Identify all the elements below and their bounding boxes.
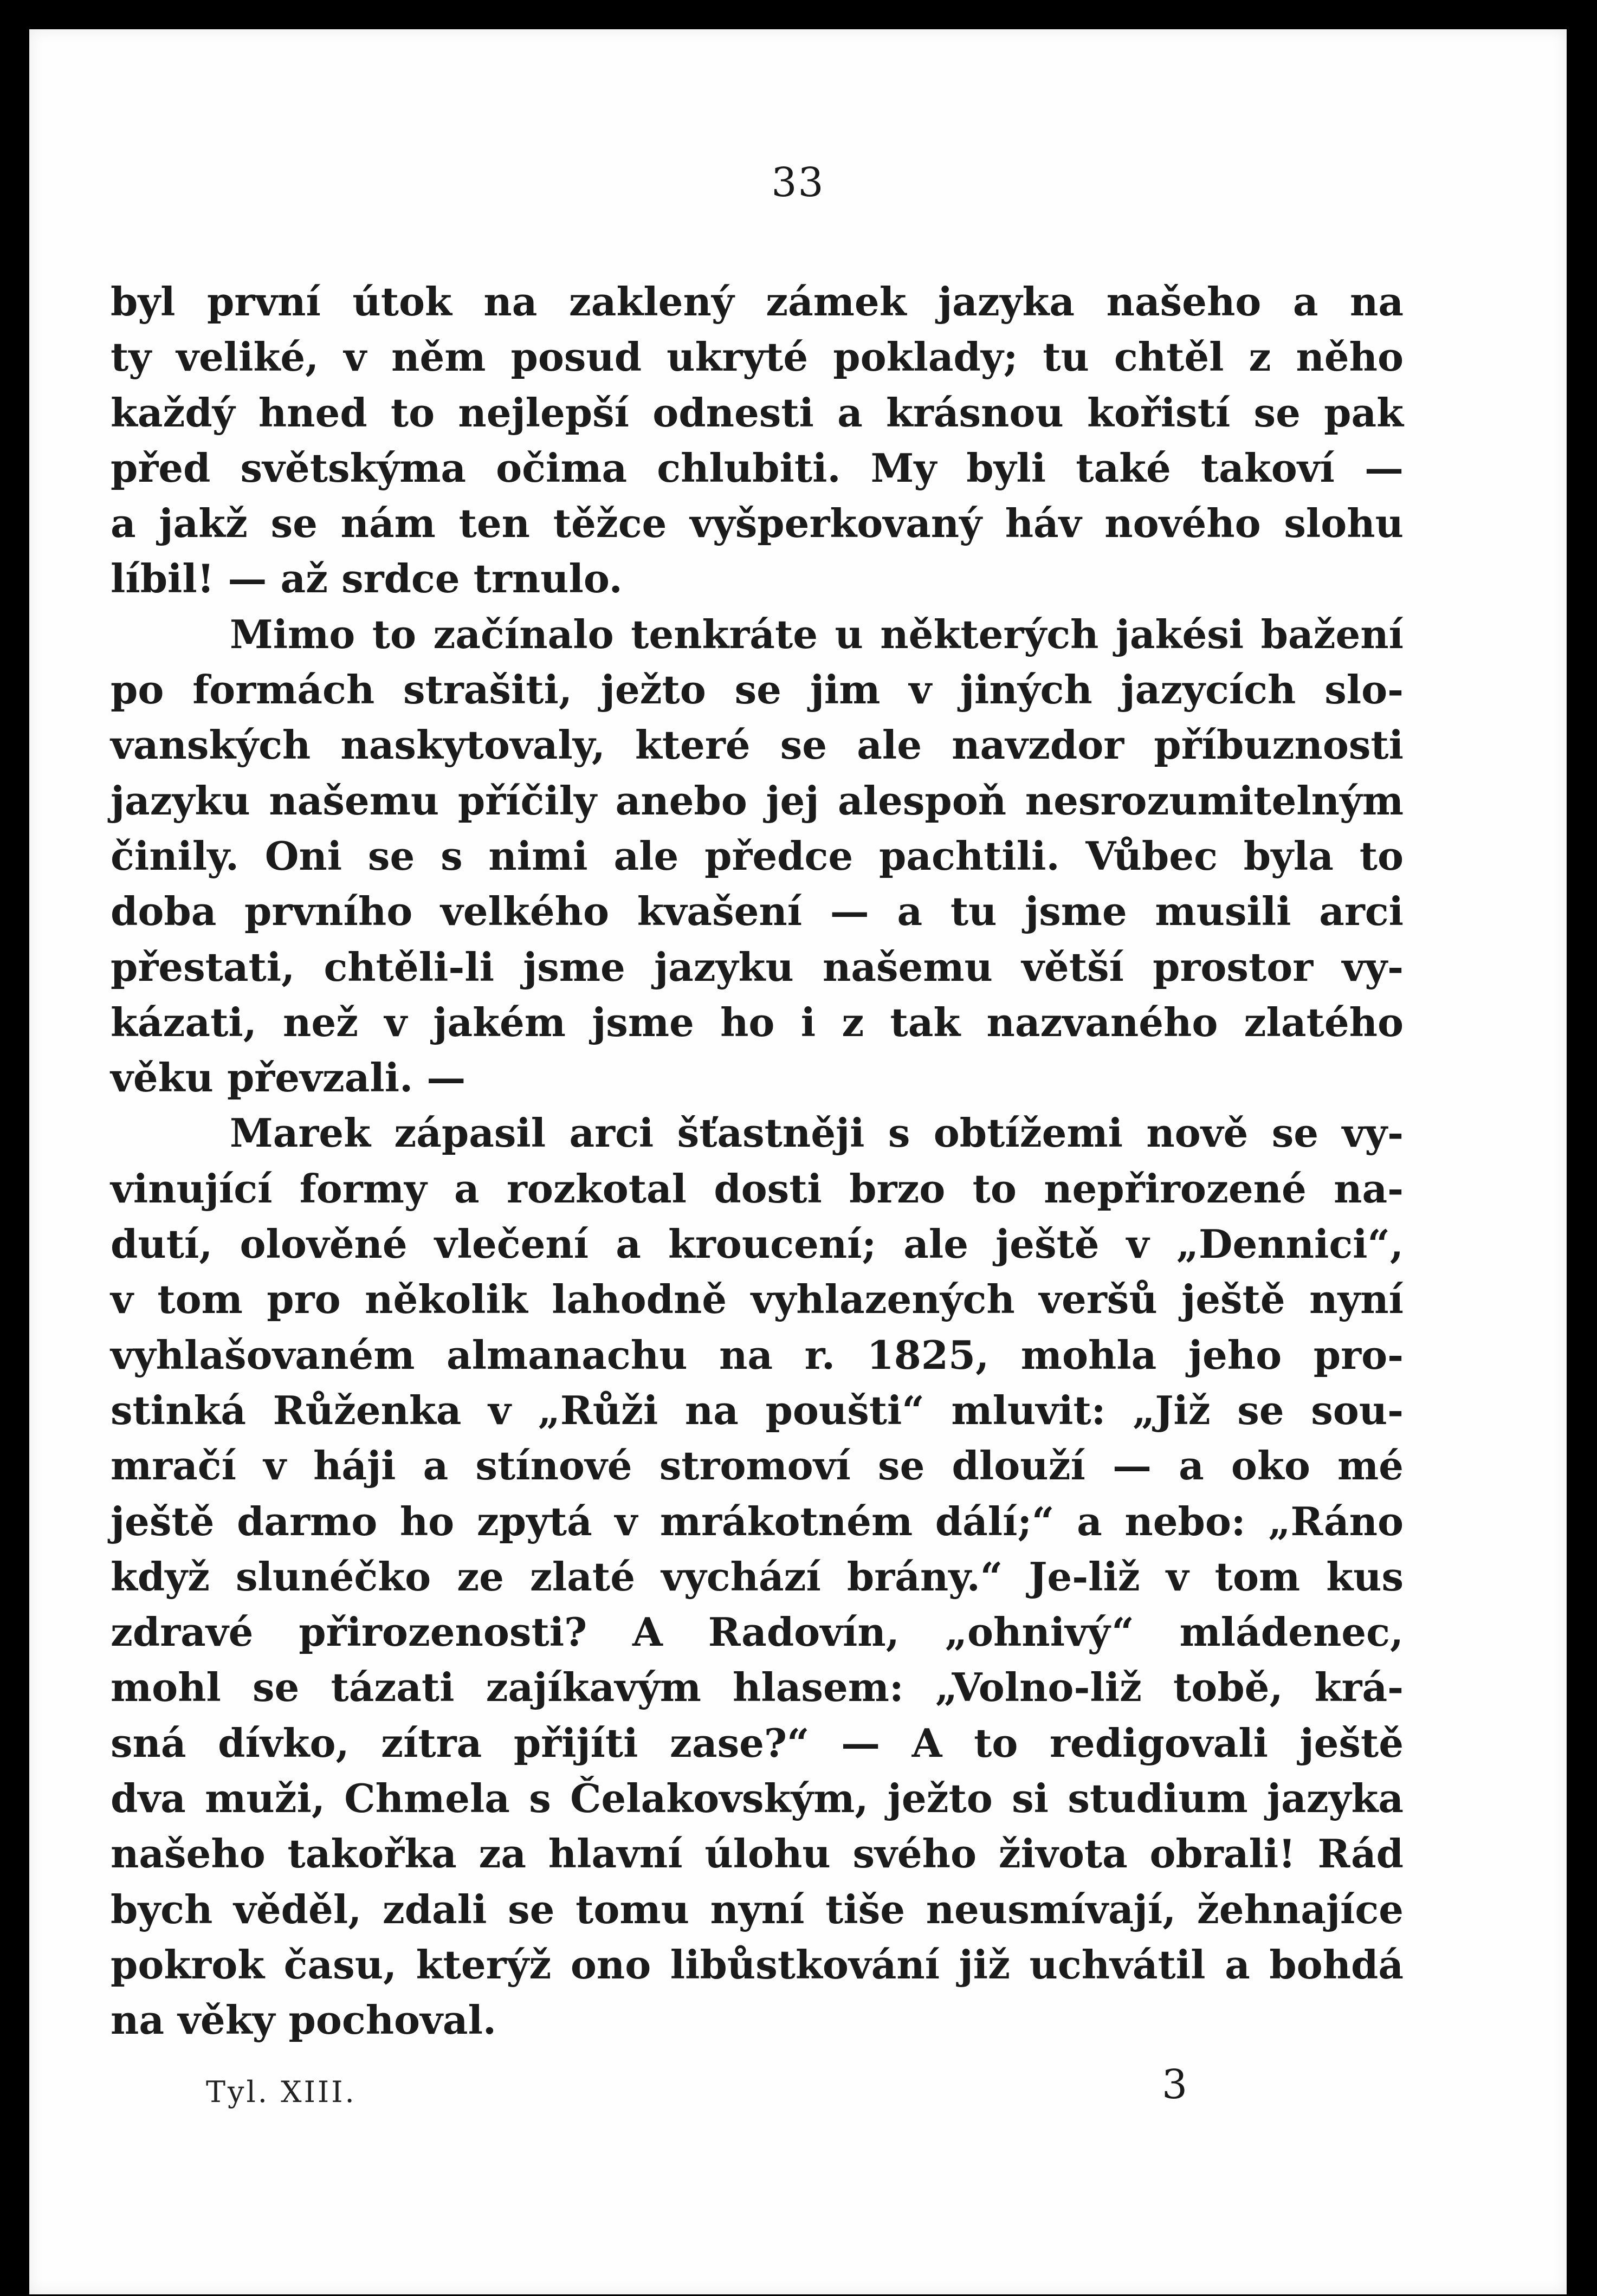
text-line: mračí v háji a stínové stromoví se dlouží — a oko mé bbox=[111, 1443, 1404, 1489]
text-line: vinující formy a rozkotal dosti brzo to nepřirozené na- bbox=[111, 1165, 1404, 1212]
signature-mark: Tyl. XIII. bbox=[206, 2075, 357, 2109]
book-page bbox=[29, 29, 1567, 2294]
page-number: 33 bbox=[771, 159, 825, 206]
text-line: činily. Oni se s nimi ale předce pachtili. Vůbec byla to bbox=[111, 832, 1404, 879]
text-line: věku převzali. — bbox=[111, 1055, 466, 1101]
text-line: stinká Růženka v „Růži na poušti“ mluvit: „Již se sou- bbox=[111, 1387, 1404, 1433]
text-line: bych věděl, zdali se tomu nyní tiše neusmívají, žehnajíce bbox=[111, 1886, 1404, 1932]
text-line: jazyku našemu příčily anebo jej alespoň nesrozumitelným bbox=[111, 777, 1404, 824]
text-line: našeho takořka za hlavní úlohu svého života obrali! Rád bbox=[111, 1831, 1404, 1877]
text-line: ještě darmo ho zpytá v mrákotném dálí;“ a nebo: „Ráno bbox=[111, 1498, 1404, 1544]
text-line: v tom pro několik lahodně vyhlazených veršů ještě nyní bbox=[111, 1276, 1404, 1323]
text-line: přestati, chtěli-li jsme jazyku našemu větší prostor vy- bbox=[111, 943, 1404, 990]
text-line: sná dívko, zítra přijíti zase?“ — A to redigovali ještě bbox=[111, 1719, 1404, 1766]
text-line: doba prvního velkého kvašení — a tu jsme musili arci bbox=[111, 888, 1404, 935]
sheet-number: 3 bbox=[1162, 2061, 1188, 2108]
text-line: a jakž se nám ten těžce vyšperkovaný háv nového slohu bbox=[111, 500, 1404, 547]
text-line: pokrok času, kterýž ono libůstkování již uchvátil a bohdá bbox=[111, 1941, 1404, 1988]
text-line: dutí, olověné vlečení a kroucení; ale ještě v „Dennici“, bbox=[111, 1221, 1404, 1267]
text-line: zdravé přirozenosti? A Radovín, „ohnivý“ mládenec, bbox=[111, 1609, 1404, 1655]
text-line: na věky pochoval. bbox=[111, 1997, 496, 2043]
text-line: vyhlašovaném almanachu na r. 1825, mohla jeho pro- bbox=[111, 1331, 1404, 1378]
text-line: líbil! — až srdce trnulo. bbox=[111, 555, 623, 602]
text-line: mohl se tázati zajíkavým hlasem: „Volno-liž tobě, krá- bbox=[111, 1664, 1404, 1711]
text-line: vanských naskytovaly, které se ale navzdor příbuznosti bbox=[111, 722, 1404, 768]
paragraph-first-line: Mimo to začínalo tenkráte u některých jakési bažení bbox=[230, 611, 1404, 657]
text-line: ty veliké, v něm posud ukryté poklady; tu chtěl z něho bbox=[111, 334, 1404, 380]
text-line: před světskýma očima chlubiti. My byli také takoví — bbox=[111, 444, 1404, 491]
text-line: když slunéčko ze zlaté vychází brány.“ Je-liž v tom kus bbox=[111, 1553, 1404, 1600]
text-body bbox=[111, 274, 1404, 2048]
text-line: po formách strašiti, ježto se jim v jiných jazycích slo- bbox=[111, 667, 1404, 713]
text-line: kázati, než v jakém jsme ho i z tak nazvaného zlatého bbox=[111, 999, 1404, 1045]
paragraph-first-line: Marek zápasil arci šťastněji s obtížemi nově se vy- bbox=[230, 1110, 1404, 1156]
text-line: byl první útok na zaklený zámek jazyka našeho a na bbox=[111, 279, 1404, 325]
text-line: každý hned to nejlepší odnesti a krásnou kořistí se pak bbox=[111, 389, 1404, 436]
text-line: dva muži, Chmela s Čelakovským, ježto si studium jazyka bbox=[111, 1775, 1404, 1822]
